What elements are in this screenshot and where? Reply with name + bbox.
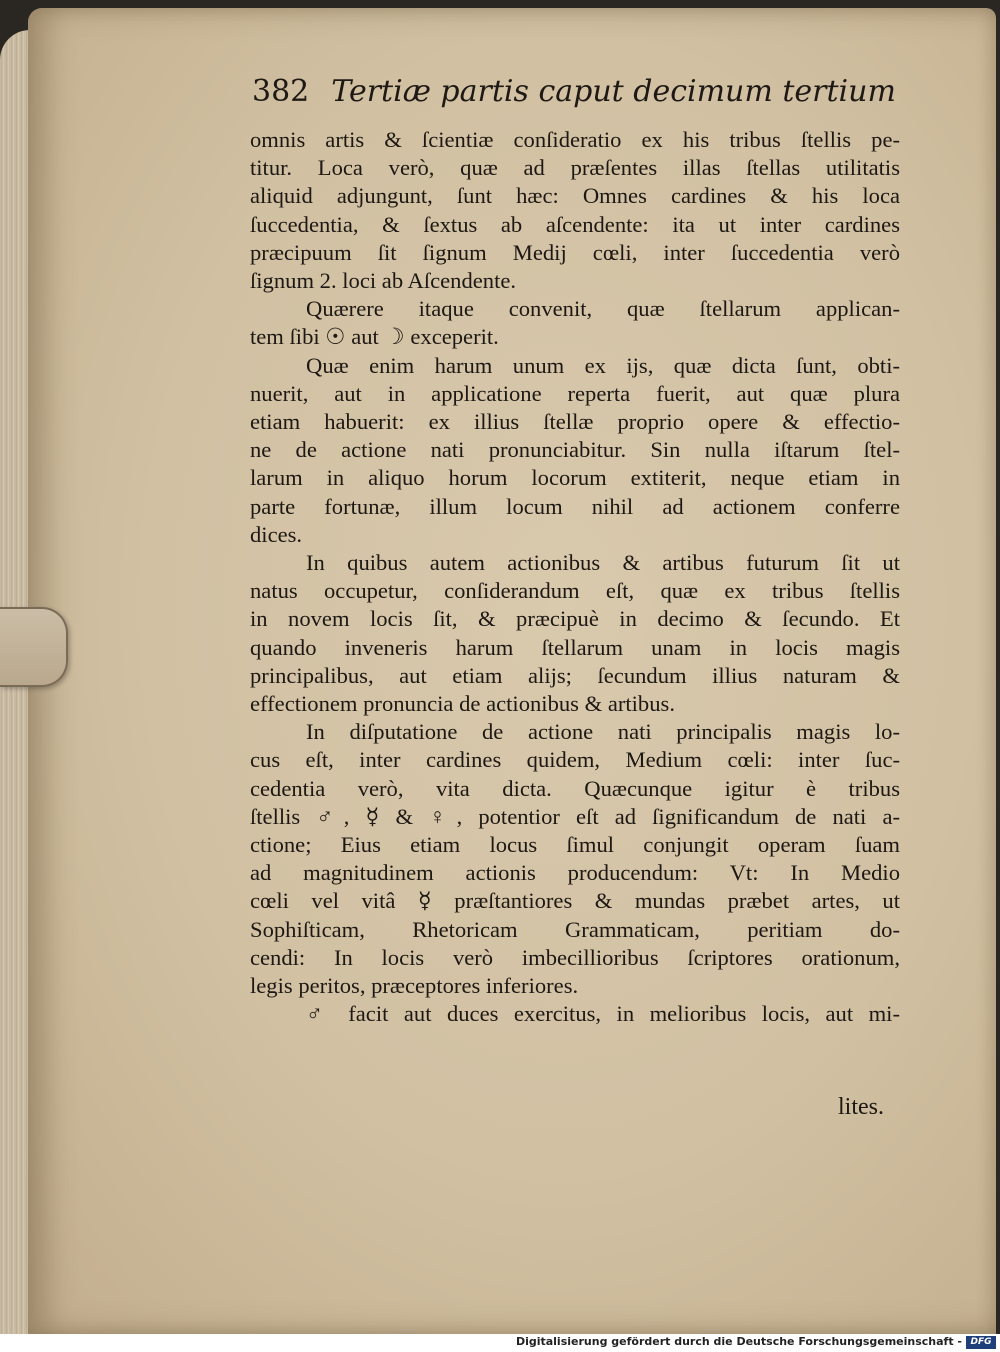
text-line: titur. Loca verò, quæ ad præſentes illas ſtellas utilitatis [250, 155, 900, 181]
text-line: Quæ enim harum unum ex ijs, quæ dicta ſunt, obti- [306, 352, 900, 378]
text-line: dices. [250, 521, 303, 547]
text-line: cœli vel vitâ ☿ præſtantiores & mundas præbet artes, ut [250, 888, 900, 914]
text-line: In quibus autem actionibus & artibus futurum ſit ut [306, 550, 900, 576]
text-line: etiam habuerit: ex illius ſtellæ proprio opere & effectio- [250, 409, 900, 435]
text-line: Sophiſticam, Rhetoricam Grammaticam, peritiam do- [250, 916, 900, 942]
text-line: ſuccedentia, & ſextus ab aſcendente: ita ut inter cardines [250, 211, 900, 237]
funding-credit: Digitalisierung gefördert durch die Deutsche Forschungsgemeinschaft - [515, 1335, 962, 1348]
text-line: natus occupetur, conſiderandum eſt, quæ ex tribus ſtellis [250, 578, 900, 604]
text-line: omnis artis & ſcientiæ conſideratio ex his tribus ſtellis pe- [250, 127, 900, 152]
text-line: Quærere itaque convenit, quæ ſtellarum applican- [306, 296, 900, 322]
text-line: principalibus, aut etiam alijs; ſecundum illius naturam & [250, 662, 900, 688]
text-line: tem ſibi ☉ aut ☽ exceperit. [250, 324, 499, 350]
text-line: quando inveneris harum ſtellarum unam in locis magis [250, 634, 900, 660]
text-line: in novem locis ſit, & præcipuè in decimo & ſecundo. Et [250, 606, 900, 632]
catchword: lites. [838, 1094, 884, 1120]
text-line: cedentia verò, vita dicta. Quæcunque igitur è tribus [250, 775, 900, 801]
text-line: ne de actione nati pronunciabitur. Sin nulla iſtarum ſtel- [250, 437, 900, 463]
text-line: aliquid adjungunt, ſunt hæc: Omnes cardines & his loca [250, 183, 900, 209]
body-text [250, 126, 900, 1029]
running-head-title: Tertiæ partis caput decimum tertium [331, 74, 896, 109]
running-header [252, 74, 896, 109]
text-line: ſtellis ♂, ☿ & ♀, potentior eſt ad ſignificandum de nati a- [250, 803, 900, 829]
bookmark-tab [0, 607, 68, 687]
text-line: nuerit, aut in applicatione reperta fuerit, aut quæ plura [250, 380, 900, 406]
text-line: parte fortunæ, illum locum nihil ad actionem conferre [250, 493, 900, 519]
text-line: cendi: In locis verò imbecillioribus ſcriptores orationum, [250, 944, 900, 970]
text-line: cus eſt, inter cardines quidem, Medium cœli: inter ſuc- [250, 747, 900, 773]
page-number: 382 [252, 74, 310, 109]
text-line: ad magnitudinem actionis producendum: Vt: In Medio [250, 860, 900, 886]
text-line: præcipuum ſit ſignum Medij cœli, inter ſuccedentia verò [250, 239, 900, 265]
text-line: legis peritos, præceptores inferiores. [250, 973, 579, 999]
text-line: In diſputatione de actione nati principalis magis lo- [306, 719, 900, 745]
text-line: effectionem pronuncia de actionibus & artibus. [250, 691, 675, 717]
text-line: larum in aliquo horum locorum extiterit, neque etiam in [250, 465, 900, 491]
dfg-logo: DFG [966, 1336, 996, 1349]
text-line: ctione; Eius etiam locus ſimul conjungit operam ſuam [250, 832, 900, 858]
digitization-footer [0, 1334, 1000, 1352]
text-line: ♂ facit aut duces exercitus, in melioribus locis, aut mi- [306, 1001, 900, 1027]
text-line: ſignum 2. loci ab Aſcendente. [250, 268, 517, 294]
